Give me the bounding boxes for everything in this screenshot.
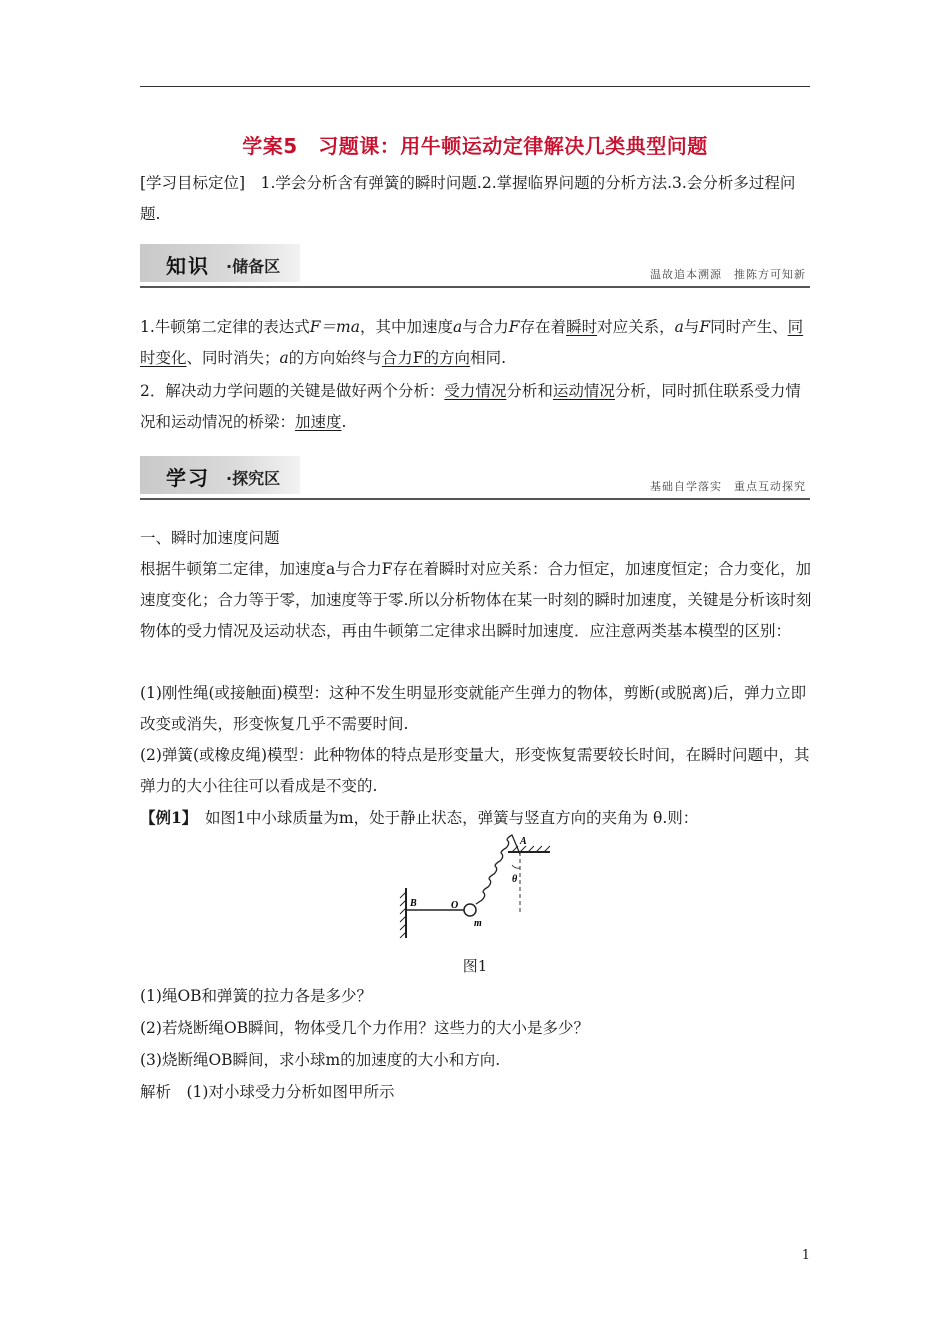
question-1: (1)绳OB和弹簧的拉力各是多少？ [140, 987, 373, 1005]
text: 分析，同时抓住联系受力情况和运动情况的桥梁： [140, 382, 801, 431]
underlined-answer: 瞬时 [566, 318, 598, 336]
underlined-answer: 合力F的方向 [381, 349, 471, 367]
study-paragraph-3: (2)弹簧(或橡皮绳)模型：此种物体的特点是形变量大，形变恢复需要较长时间，在瞬时问题中，其弹力的大小往往可以看成是不变的. [140, 746, 810, 795]
underlined-answer: 受力情况 [444, 382, 507, 400]
label-b: B [410, 898, 417, 909]
text: . [341, 413, 347, 431]
question-3: (3)烧断绳OB瞬间，求小球m的加速度的大小和方向. [140, 1051, 501, 1069]
knowledge-point-1 [140, 312, 812, 374]
study-paragraph-2: (1)刚性绳(或接触面)模型：这种不发生明显形变就能产生弹力的物体，剪断(或脱离)后，弹力立即改变或消失，形变恢复几乎不需要时间. [140, 684, 807, 733]
objectives-text: 1.学会分析含有弹簧的瞬时问题.2.掌握临界问题的分析方法.3.会分析多过程问题. [140, 174, 796, 223]
text: 对应关系， [597, 318, 675, 336]
study-banner [140, 456, 810, 500]
example-text: 如图1中小球质量为m，处于静止状态，弹簧与竖直方向的夹角为 θ.则： [189, 809, 699, 827]
label-a: A [520, 836, 527, 847]
figure-caption: 图1 [462, 957, 488, 975]
spring-ball-figure [390, 830, 560, 945]
example-label: 【例1】 [140, 808, 190, 827]
var-a: a [279, 349, 289, 367]
banner-motto: 基础自学落实 重点互动探究 [650, 480, 806, 493]
spring [476, 835, 520, 904]
top-rule [140, 86, 810, 87]
label-m: m [474, 918, 482, 929]
banner-motto: 温故追本溯源 推陈方可知新 [650, 268, 806, 281]
text: 存在着 [519, 318, 567, 336]
underlined-answer: 运动情况 [552, 382, 615, 400]
var-a: a [674, 318, 684, 336]
text: 同时产生、 [710, 318, 788, 336]
var-f: F [508, 318, 520, 336]
text: 与合力 [462, 318, 509, 336]
analysis-start: 解析 (1)对小球受力分析如图甲所示 [140, 1083, 395, 1101]
ball [464, 904, 476, 916]
var-f: F [699, 318, 711, 336]
knowledge-banner [140, 244, 810, 288]
text: 1.牛顿第二定律的表达式 [140, 318, 310, 336]
question-2: (2)若烧断绳OB瞬间，物体受几个力作用？这些力的大小是多少？ [140, 1019, 590, 1037]
text: 的方向始终与 [288, 349, 382, 367]
text: ，其中加速度 [360, 318, 454, 336]
banner-subtitle: ·探究区 [226, 469, 281, 488]
text: 与 [683, 318, 700, 336]
banner-rule [140, 286, 810, 288]
formula: F＝ma [309, 318, 360, 336]
section-heading: 一、瞬时加速度问题 [140, 529, 280, 547]
banner-subtitle: ·储备区 [226, 257, 281, 276]
angle-arc [512, 865, 520, 868]
label-o: O [451, 900, 459, 911]
page-title: 学案5 习题课：用牛顿运动定律解决几类典型问题 [242, 134, 708, 158]
text: 、同时消失； [186, 349, 280, 367]
banner-title: 学习 [166, 466, 210, 490]
page-number: 1 [801, 1248, 810, 1263]
learning-objectives [140, 168, 812, 230]
text: 相同. [470, 349, 506, 367]
label-theta: θ [512, 874, 518, 885]
knowledge-point-2 [140, 376, 812, 438]
objectives-label: [学习目标定位] [140, 174, 246, 192]
banner-rule [140, 498, 810, 500]
text: 分析和 [506, 382, 553, 400]
text: 2．解决动力学问题的关键是做好两个分析： [140, 382, 445, 400]
underlined-answer: 加速度 [295, 413, 342, 431]
var-a: a [453, 318, 463, 336]
underlined-answer: 同时变化 [140, 318, 804, 367]
study-paragraph-1: 根据牛顿第二定律，加速度a与合力F存在着瞬时对应关系：合力恒定，加速度恒定；合力变化，加速度变化；合力等于零，加速度等于零.所以分析物体在某一时刻的瞬时加速度，关键是分析该时刻物体的受力情况及运动状态，再由牛顿第二定律求出瞬时加速度．应注意两类基本模型的区别： [140, 560, 812, 640]
banner-title: 知识 [166, 254, 210, 278]
